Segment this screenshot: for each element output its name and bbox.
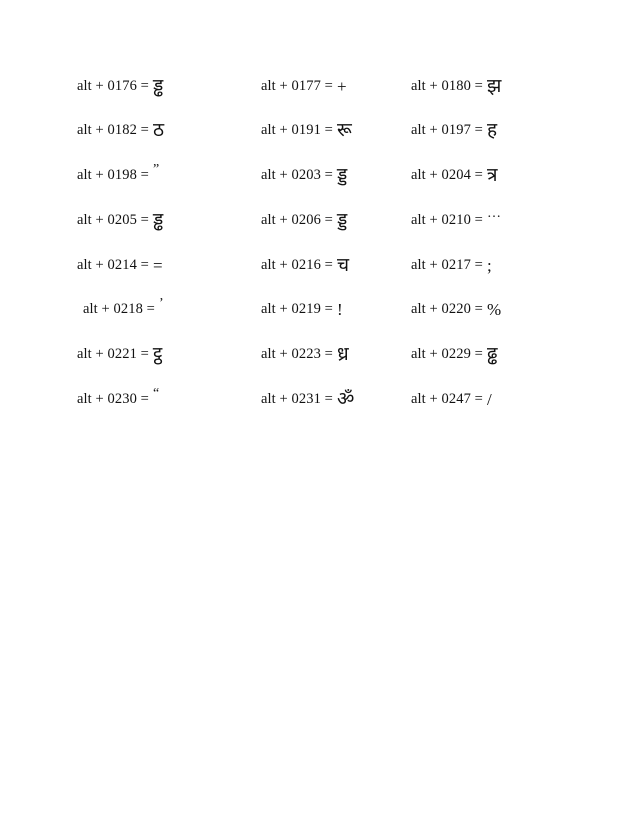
alt-code-entry [77,386,159,414]
alt-code-label: alt + 0214 = [77,256,149,273]
devanagari-glyph: ह [486,119,498,142]
alt-code-entry [261,251,349,279]
table-row [77,251,577,296]
alt-code-label: alt + 0217 = [411,256,483,273]
alt-code-label: alt + 0221 = [77,346,149,363]
devanagari-glyph: ध्र [336,343,349,366]
devanagari-glyph: ठ [152,119,164,142]
semicolon-glyph: ; [486,255,492,275]
alt-code-label: alt + 0220 = [411,301,483,318]
alt-code-entry [77,206,163,234]
percent-glyph: % [486,300,502,320]
alt-code-entry [261,341,349,369]
devanagari-glyph: रू [336,119,352,142]
devanagari-glyph: त्र [486,164,498,187]
alt-code-label: alt + 0191 = [261,122,333,139]
alt-code-entry [77,72,163,100]
alt-code-label: alt + 0230 = [77,391,149,408]
devanagari-glyph: झ [486,74,502,97]
om-glyph: ॐ [336,388,355,411]
alt-code-label: alt + 0180 = [411,77,483,94]
devanagari-glyph: ट्ठ [152,343,163,366]
alt-code-entry [77,117,164,145]
alt-code-entry [411,72,501,100]
alt-code-entry [261,72,347,100]
alt-code-label: alt + 0203 = [261,167,333,184]
devanagari-glyph: ड्ड [336,164,348,187]
alt-code-label: alt + 0176 = [77,77,149,94]
devanagari-glyph: ढ्ढ [486,343,498,366]
devanagari-glyph: ड्ड [336,208,348,231]
alt-code-label: alt + 0231 = [261,391,333,408]
devanagari-glyph: ड्ढ [152,74,164,97]
alt-code-label: alt + 0223 = [261,346,333,363]
alt-code-label: alt + 0216 = [261,256,333,273]
alt-code-label: alt + 0206 = [261,211,333,228]
table-row [77,206,577,251]
table-row [77,162,577,207]
open-quote-glyph: “ [152,385,160,401]
alt-code-table [77,72,577,430]
alt-code-label: alt + 0182 = [77,122,149,139]
close-quote-glyph: ” [152,161,160,177]
alt-code-entry [77,251,163,279]
alt-code-entry [411,296,501,324]
alt-code-entry [261,162,347,190]
equals-glyph: = [152,255,163,275]
plus-glyph: + [336,76,347,96]
alt-code-entry [83,296,164,324]
alt-code-label: alt + 0198 = [77,167,149,184]
alt-code-label: alt + 0205 = [77,211,149,228]
alt-code-label: alt + 0247 = [411,391,483,408]
table-row [77,341,577,386]
alt-code-entry [411,206,501,234]
slash-glyph: / [486,390,492,410]
exclamation-glyph: ! [336,300,343,320]
alt-code-entry [77,162,159,190]
alt-code-entry [261,296,343,324]
alt-code-label: alt + 0219 = [261,301,333,318]
alt-code-entry [411,386,492,414]
alt-code-entry [411,162,497,190]
alt-code-label: alt + 0204 = [411,167,483,184]
alt-code-entry [261,386,354,414]
alt-code-entry [77,341,162,369]
alt-code-label: alt + 0218 = [83,301,155,318]
apostrophe-glyph: ’ [158,295,164,311]
table-row [77,386,577,431]
alt-code-entry [411,117,497,145]
alt-code-label: alt + 0229 = [411,346,483,363]
table-row [77,296,577,341]
devanagari-glyph: ड्ढ [152,208,164,231]
alt-code-label: alt + 0177 = [261,77,333,94]
alt-code-label: alt + 0197 = [411,122,483,139]
table-row [77,72,577,117]
alt-code-entry [261,206,347,234]
table-row [77,117,577,162]
alt-code-entry [411,251,492,279]
alt-code-entry [261,117,352,145]
devanagari-glyph: च [336,253,350,276]
alt-code-entry [411,341,497,369]
ellipsis-glyph: … [486,206,501,222]
alt-code-label: alt + 0210 = [411,211,483,228]
